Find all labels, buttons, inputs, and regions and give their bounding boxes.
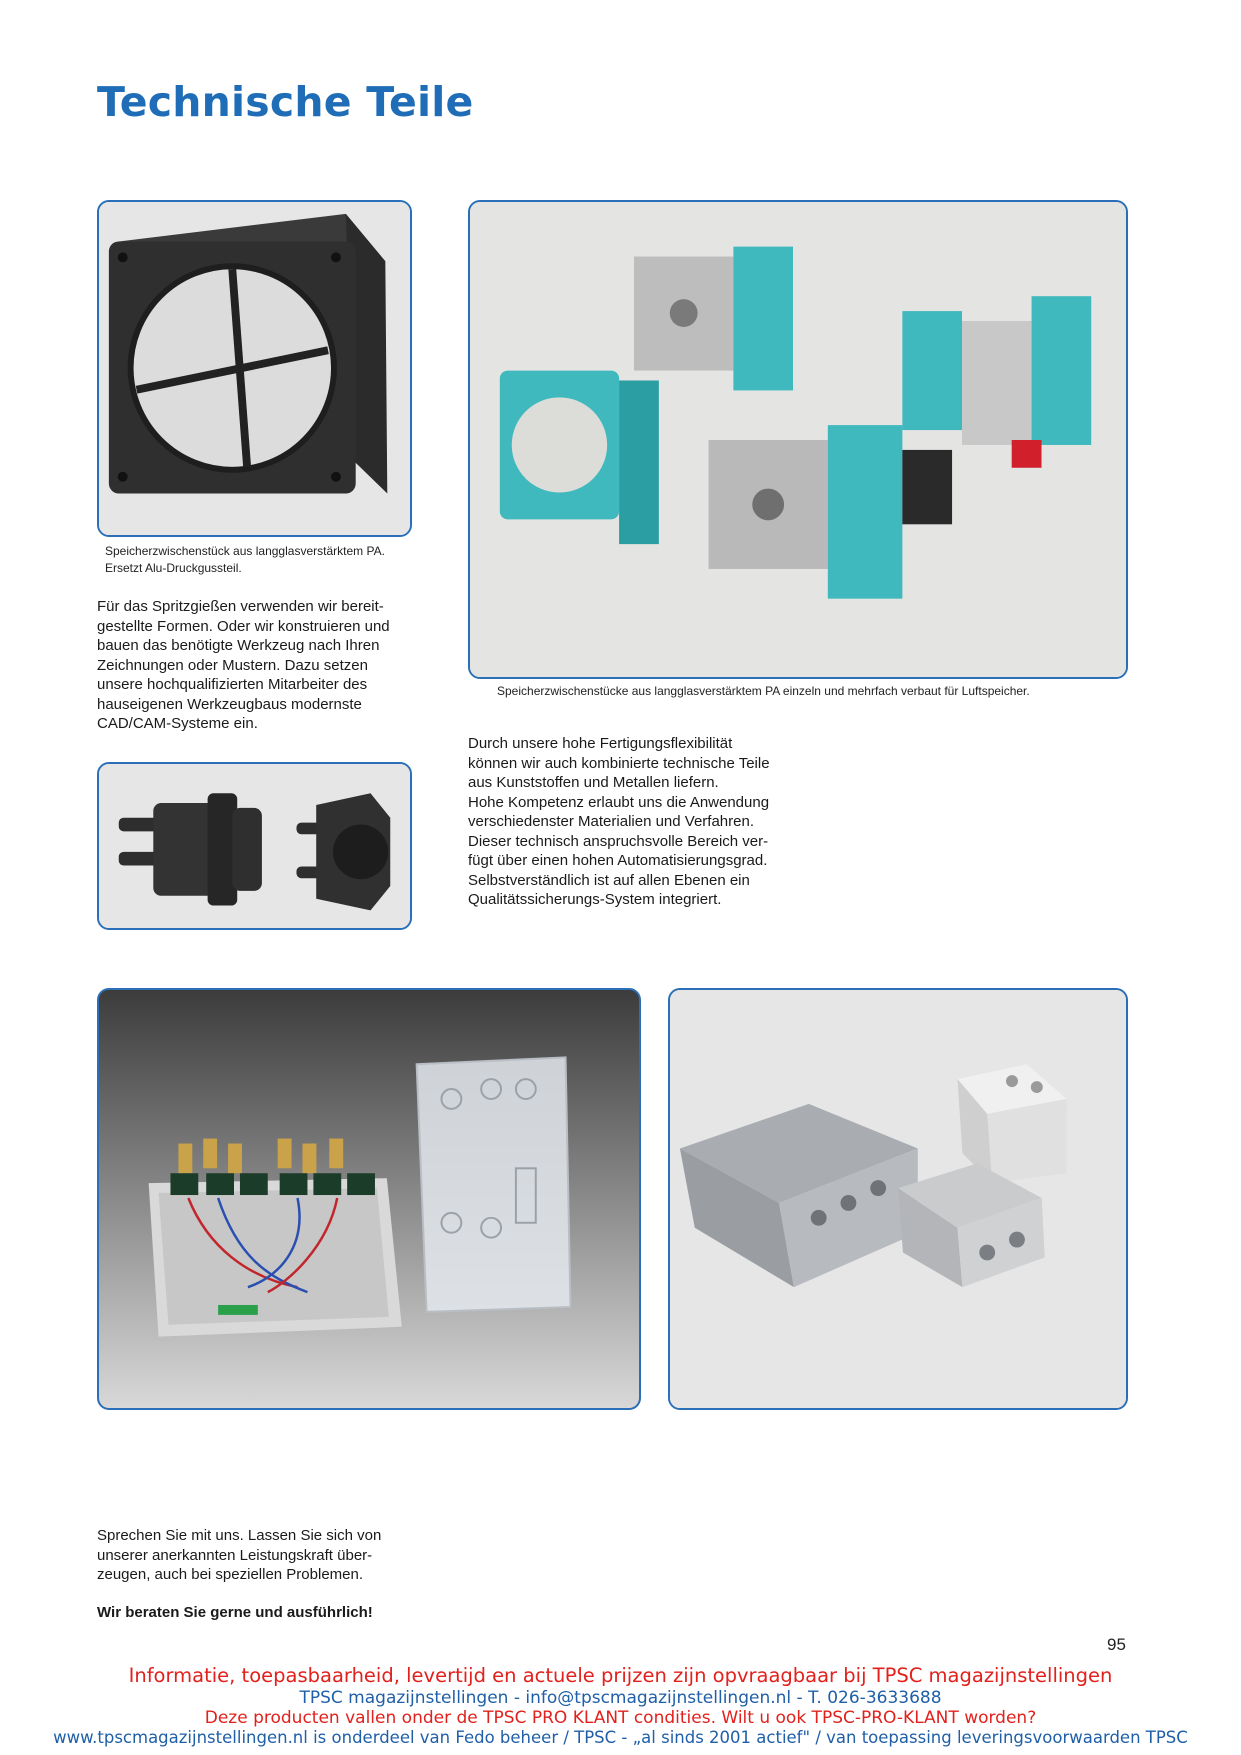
text-line: hauseigenen Werkzeugbaus modernste: [97, 695, 362, 713]
text-line: Qualitätssicherungs-System integriert.: [468, 891, 722, 908]
footer-pro-klant-line: Deze producten vallen onder de TPSC PRO KLANT condities. Wilt u ook TPSC-PRO-KLANT worden?: [204, 1708, 1037, 1728]
text-line: aus Kunststoffen und Metallen liefern.: [468, 774, 719, 791]
text-line: bauen das benötigte Werkzeug nach Ihren: [97, 637, 380, 654]
text-line: zeugen, auch bei speziellen Problemen.: [97, 1566, 364, 1583]
boxes-illustration: [670, 990, 1126, 1408]
text-line: Zeichnungen oder Mustern. Dazu setzen: [97, 656, 368, 674]
text-line: gestellte Formen. Oder wir konstruieren und: [97, 617, 390, 635]
text-line: Durch unsere hohe Fertigungsflexibilität: [468, 735, 733, 752]
product-image-enclosure: [97, 988, 641, 1410]
product-image-metal-boxes: [668, 988, 1128, 1410]
footer-website-line: www.tpscmagazijnstellingen.nl is onderdeel van Fedo beheer / TPSC - „al sinds 2001 actief" / van toepassing leveringsvoorwaarden TPSC: [53, 1728, 1188, 1747]
spacers-illustration: [470, 202, 1126, 677]
text-line: unserer anerkannten Leistungskraft über-: [97, 1546, 373, 1564]
text-line: können wir auch kombinierte technische Teile: [468, 754, 770, 772]
text-line: Dieser technisch anspruchsvolle Bereich ver-: [468, 832, 769, 850]
contact-paragraph: [97, 1526, 427, 1585]
connectors-illustration: [99, 764, 410, 928]
page-title: Technische Teile: [97, 78, 474, 126]
page-number: 95: [1107, 1635, 1126, 1654]
footer-info-line: Informatie, toepasbaarheid, levertijd en actuele prijzen zijn opvraagbaar bij TPSC magazijnstellingen: [128, 1664, 1113, 1687]
text-line: verschiedenster Materialien und Verfahren.: [468, 813, 754, 830]
text-line: CAD/CAM-Systeme ein.: [97, 715, 258, 732]
text-line: fügt über einen hohen Automatisierungsgrad.: [468, 852, 768, 869]
product-image-spacer-black: [97, 200, 412, 537]
product-image-spacers-assembled: [468, 200, 1128, 679]
footer-contact-line: TPSC magazijnstellingen - info@tpscmagazijnstellingen.nl - T. 026-3633688: [299, 1688, 942, 1708]
intro-paragraph: [97, 597, 427, 734]
image-caption: Speicherzwischenstück aus langglasverstärktem PA.: [105, 544, 385, 558]
enclosure-illustration: [99, 990, 639, 1408]
product-image-connectors: [97, 762, 412, 930]
text-line: Hohe Kompetenz erlaubt uns die Anwendung: [468, 793, 770, 811]
text-line: Selbstverständlich ist auf allen Ebenen ein: [468, 871, 750, 889]
flexibility-paragraph: [468, 734, 848, 910]
text-line: Sprechen Sie mit uns. Lassen Sie sich von: [97, 1527, 382, 1544]
image-caption: Ersetzt Alu-Druckgussteil.: [105, 561, 242, 575]
text-line: unsere hochqualifizierten Mitarbeiter des: [97, 676, 368, 693]
spacer-illustration: [99, 202, 410, 535]
image-caption: Speicherzwischenstücke aus langglasverstärktem PA einzeln und mehrfach verbaut für Luftspeicher.: [497, 684, 1030, 698]
closing-statement: Wir beraten Sie gerne und ausführlich!: [97, 1604, 373, 1621]
text-line: Für das Spritzgießen verwenden wir bereit-: [97, 598, 384, 615]
